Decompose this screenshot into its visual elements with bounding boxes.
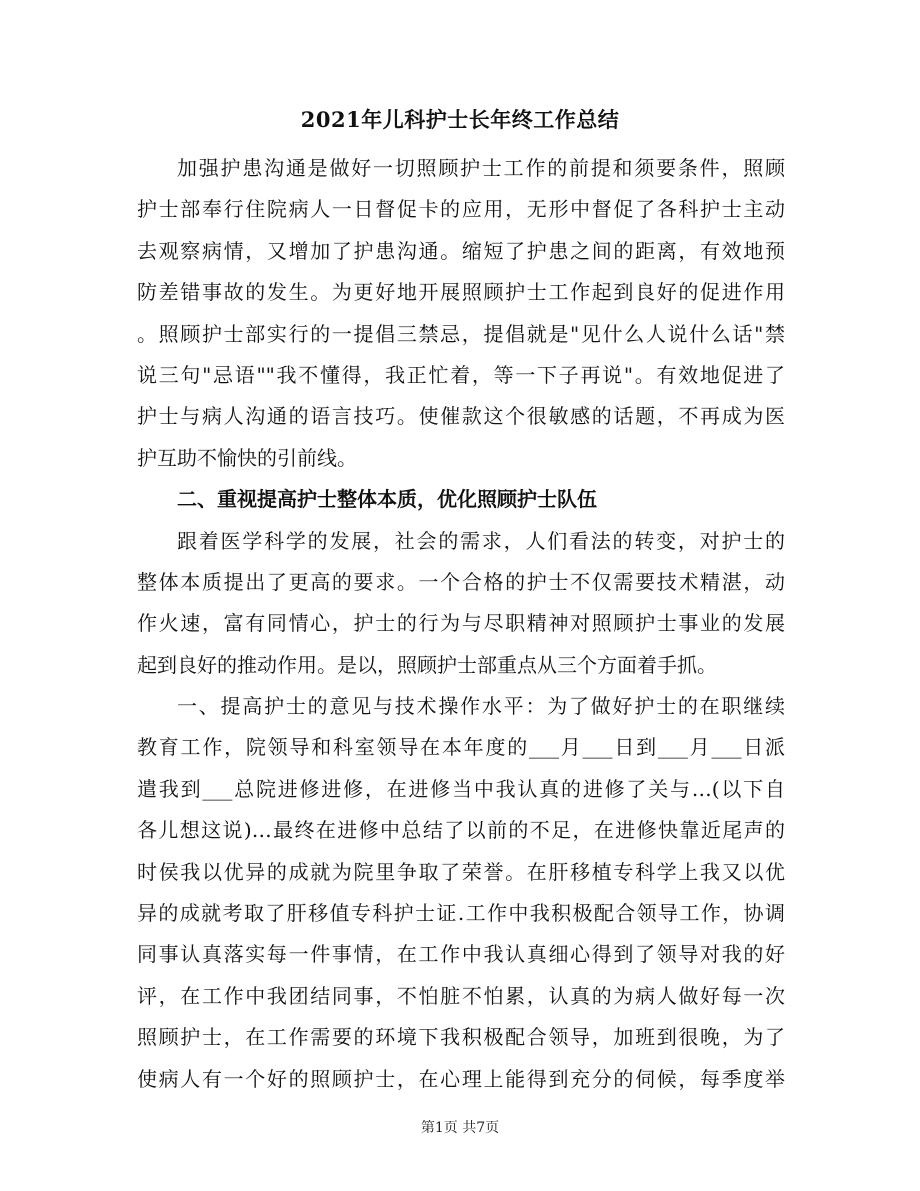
paragraph-line: 说三句"忌语""我不懂得，我正忙着，等一下子再说"。有效地促进了 bbox=[137, 363, 785, 387]
paragraph-line: 去观察病情，又增加了护患沟通。缩短了护患之间的距离，有效地预 bbox=[137, 239, 785, 263]
paragraph-line: 同事认真落实每一件事情，在工作中我认真细心得到了领导对我的好 bbox=[137, 942, 785, 966]
paragraph-line: 遣我到___总院进修进修，在进修当中我认真的进修了关与…(以下自 bbox=[137, 777, 785, 801]
paragraph-line: 起到良好的推动作用。是以，照顾护士部重点从三个方面着手抓。 bbox=[137, 653, 717, 677]
paragraph-line: 整体本质提出了更高的要求。一个合格的护士不仅需要技术精湛，动 bbox=[137, 570, 785, 594]
paragraph-line: 时侯我以优异的成就为院里争取了荣誉。在肝移植专科学上我又以优 bbox=[137, 860, 785, 884]
paragraph-line: 跟着医学科学的发展，社会的需求，人们看法的转变，对护士的 bbox=[177, 529, 785, 553]
document-title: 2021年儿科护士长年终工作总结 bbox=[300, 107, 620, 132]
paragraph-line: 评，在工作中我团结同事，不怕脏不怕累，认真的为病人做好每一次 bbox=[137, 984, 785, 1008]
paragraph-line: 护互助不愉快的引前线。 bbox=[137, 446, 357, 470]
section-heading: 二、重视提高护士整体本质，优化照顾护士队伍 bbox=[177, 487, 597, 511]
paragraph-line: 加强护患沟通是做好一切照顾护士工作的前提和须要条件，照顾 bbox=[177, 156, 785, 180]
paragraph-line: 照顾护士，在工作需要的环境下我积极配合领导，加班到很晚，为了 bbox=[137, 1025, 785, 1049]
paragraph-line: 一、提高护士的意见与技术操作水平：为了做好护士的在职继续 bbox=[177, 694, 785, 718]
paragraph-line: 防差错事故的发生。为更好地开展照顾护士工作起到良好的促进作用 bbox=[137, 280, 785, 304]
paragraph-line: 护士与病人沟通的语言技巧。使催款这个很敏感的话题，不再成为医 bbox=[137, 404, 785, 428]
paragraph-line: 。照顾护士部实行的一提倡三禁忌，提倡就是"见什么人说什么话"禁 bbox=[137, 322, 785, 346]
paragraph-line: 教育工作，院领导和科室领导在本年度的___月___日到___月___日派 bbox=[137, 735, 785, 759]
paragraph-line: 异的成就考取了肝移值专科护士证.工作中我积极配合领导工作，协调 bbox=[137, 901, 785, 925]
paragraph-line: 作火速，富有同情心，护士的行为与尽职精神对照顾护士事业的发展 bbox=[137, 611, 785, 635]
page-number: 第1页 共7页 bbox=[420, 1120, 500, 1136]
paragraph-line: 各儿想这说)…最终在进修中总结了以前的不足，在进修快靠近尾声的 bbox=[137, 818, 785, 842]
paragraph-line: 护士部奉行住院病人一日督促卡的应用，无形中督促了各科护士主动 bbox=[137, 197, 785, 221]
paragraph-line: 使病人有一个好的照顾护士，在心理上能得到充分的伺候，每季度举 bbox=[137, 1067, 785, 1091]
